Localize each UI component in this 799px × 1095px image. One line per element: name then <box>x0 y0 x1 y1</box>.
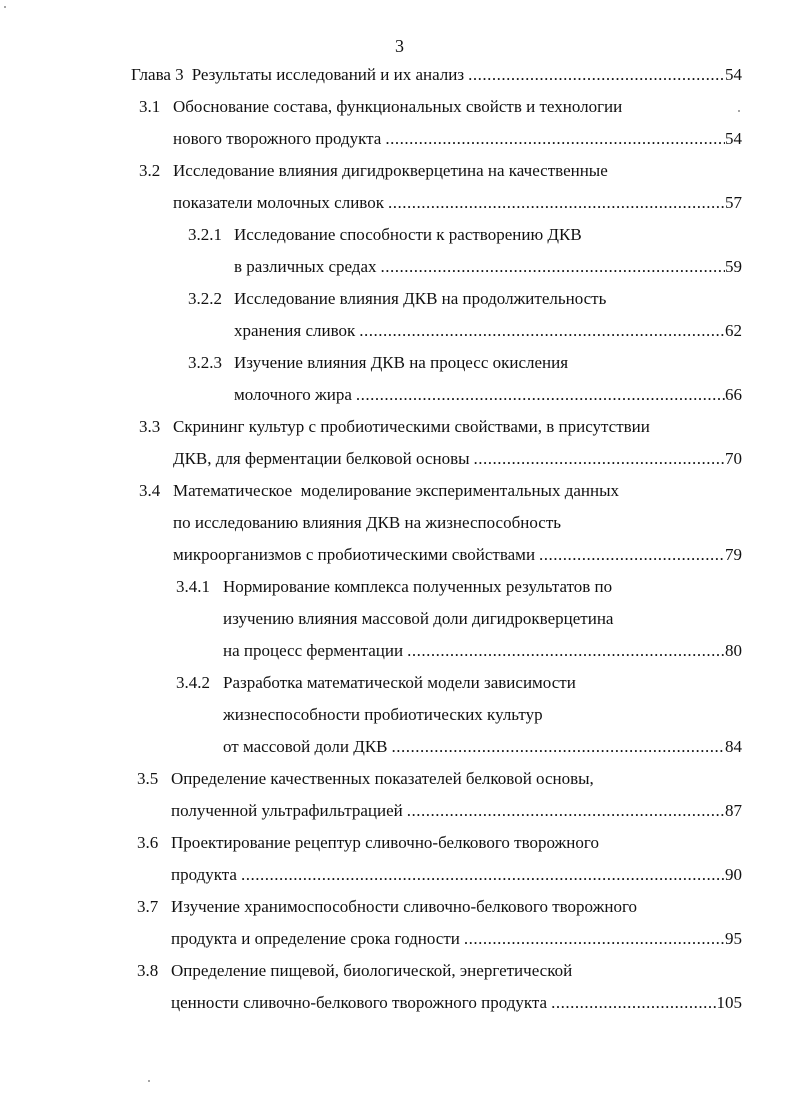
entry-page: 105 <box>716 993 742 1012</box>
entry-page: 90 <box>725 865 742 884</box>
toc-entry-3-1-line-1 <box>139 96 622 118</box>
toc-entry-3-4-2-line-1 <box>176 672 576 694</box>
entry-title: изучению влияния массовой доли дигидрокверцетина <box>223 609 614 628</box>
toc-entry-3-3-line-2 <box>173 448 742 470</box>
dot-leader <box>388 736 725 758</box>
entry-title: Исследование способности к растворению ДКВ <box>234 225 582 244</box>
dot-leader <box>381 128 725 150</box>
chapter-page: 54 <box>725 65 742 84</box>
entry-number: 3.4 <box>139 481 161 500</box>
dot-leader <box>352 384 725 406</box>
toc-entry-3-2-2-line-2 <box>234 320 742 342</box>
entry-number: 3.7 <box>137 897 159 916</box>
toc-entry-3-4-1-line-1 <box>176 576 612 598</box>
toc-entry-3-2-3-line-1 <box>188 352 568 374</box>
dot-leader <box>403 640 725 662</box>
entry-title: ценности сливочно-белкового творожного продукта <box>171 993 548 1012</box>
entry-number: 3.5 <box>137 769 159 788</box>
entry-title: Исследование влияния ДКВ на продолжительность <box>234 289 607 308</box>
entry-number: 3.2 <box>139 161 161 180</box>
entry-number: 3.2.3 <box>188 353 222 372</box>
entry-number: 3.4.2 <box>176 673 210 692</box>
entry-title: Проектирование рецептур сливочно-белкового творожного <box>171 833 599 852</box>
toc-entry-3-1-line-2 <box>173 128 742 150</box>
toc-entry-3-4-2-line-2 <box>223 704 543 726</box>
entry-title: Скрининг культур с пробиотическими свойствами, в присутствии <box>173 417 650 436</box>
entry-page: 57 <box>725 193 742 212</box>
entry-number: 3.2.1 <box>188 225 222 244</box>
entry-number: 3.8 <box>137 961 159 980</box>
toc-entry-3-4-line-3 <box>173 544 742 566</box>
entry-page: 54 <box>725 129 742 148</box>
toc-entry-3-2-line-2 <box>173 192 742 214</box>
chapter-title: Результаты исследований и их анализ <box>191 65 465 84</box>
dot-leader <box>460 928 725 950</box>
toc-entry-3-8-line-2 <box>171 992 742 1014</box>
entry-title: Изучение влияния ДКВ на процесс окисления <box>234 353 569 372</box>
entry-title: Нормирование комплекса полученных результатов по <box>223 577 613 596</box>
toc-entry-3-2-1-line-2 <box>234 256 742 278</box>
entry-number: 3.3 <box>139 417 161 436</box>
toc-entry-3-3-line-1 <box>139 416 650 438</box>
entry-title: Обоснование состава, функциональных свойств и технологии <box>173 97 623 116</box>
entry-page: 59 <box>725 257 742 276</box>
entry-page: 62 <box>725 321 742 340</box>
toc-entry-3-6-line-2 <box>171 864 742 886</box>
entry-page: 95 <box>725 929 742 948</box>
entry-title: Исследование влияния дигидрокверцетина на качественные <box>173 161 608 180</box>
scan-speck <box>4 6 6 8</box>
toc-entry-3-2-1-line-1 <box>188 224 582 246</box>
toc-entry-3-4-2-line-3 <box>223 736 742 758</box>
entry-title: Определение пищевой, биологической, энергетической <box>171 961 573 980</box>
dot-leader <box>384 192 725 214</box>
chapter-number: Глава 3 <box>131 65 184 84</box>
entry-page: 84 <box>725 737 742 756</box>
entry-title: на процесс ферментации <box>223 641 404 660</box>
entry-page: 70 <box>725 449 742 468</box>
scan-speck <box>148 1080 150 1082</box>
entry-title: Изучение хранимоспособности сливочно-белкового творожного <box>171 897 638 916</box>
entry-title: в различных средах <box>234 257 377 276</box>
entry-title: по исследованию влияния ДКВ на жизнеспособность <box>173 513 562 532</box>
dot-leader <box>403 800 725 822</box>
dot-leader <box>464 64 725 86</box>
entry-title: жизнеспособности пробиотических культур <box>223 705 543 724</box>
scan-speck <box>738 110 740 112</box>
entry-number: 3.6 <box>137 833 159 852</box>
entry-title: Определение качественных показателей белковой основы, <box>171 769 594 788</box>
entry-title: микроорганизмов с пробиотическими свойствами <box>173 545 536 564</box>
entry-number: 3.4.1 <box>176 577 210 596</box>
dot-leader <box>377 256 726 278</box>
entry-title: показатели молочных сливок <box>173 193 384 212</box>
toc-entry-3-4-line-2 <box>173 512 561 534</box>
toc-entry-3-7-line-2 <box>171 928 742 950</box>
entry-title: продукта <box>171 865 237 884</box>
toc-entry-3-5-line-1 <box>137 768 594 790</box>
dot-leader <box>547 992 716 1014</box>
entry-title: продукта и определение срока годности <box>171 929 460 948</box>
dot-leader <box>355 320 725 342</box>
entry-page: 80 <box>725 641 742 660</box>
entry-page: 66 <box>725 385 742 404</box>
toc-chapter <box>131 64 742 86</box>
entry-title: полученной ультрафильтрацией <box>171 801 403 820</box>
toc-entry-3-2-2-line-1 <box>188 288 606 310</box>
dot-leader <box>535 544 725 566</box>
entry-title: Математическое моделирование экспериментальных данных <box>173 481 620 500</box>
toc-entry-3-4-line-1 <box>139 480 619 502</box>
entry-page: 87 <box>725 801 742 820</box>
toc-entry-3-8-line-1 <box>137 960 572 982</box>
entry-title: ДКВ, для ферментации белковой основы <box>173 449 470 468</box>
entry-page: 79 <box>725 545 742 564</box>
toc-entry-3-6-line-1 <box>137 832 599 854</box>
dot-leader <box>237 864 725 886</box>
entry-number: 3.1 <box>139 97 161 116</box>
toc-entry-3-5-line-2 <box>171 800 742 822</box>
toc-entry-3-4-1-line-3 <box>223 640 742 662</box>
toc-entry-3-4-1-line-2 <box>223 608 613 630</box>
entry-title: хранения сливок <box>234 321 356 340</box>
entry-title: Разработка математической модели зависимости <box>223 673 576 692</box>
entry-title: нового творожного продукта <box>173 129 382 148</box>
toc-entry-3-2-3-line-2 <box>234 384 742 406</box>
toc-entry-3-7-line-1 <box>137 896 637 918</box>
page-number: 3 <box>395 36 404 56</box>
entry-number: 3.2.2 <box>188 289 222 308</box>
entry-title: от массовой доли ДКВ <box>223 737 388 756</box>
entry-title: молочного жира <box>234 385 352 404</box>
toc-entry-3-2-line-1 <box>139 160 608 182</box>
dot-leader <box>470 448 725 470</box>
